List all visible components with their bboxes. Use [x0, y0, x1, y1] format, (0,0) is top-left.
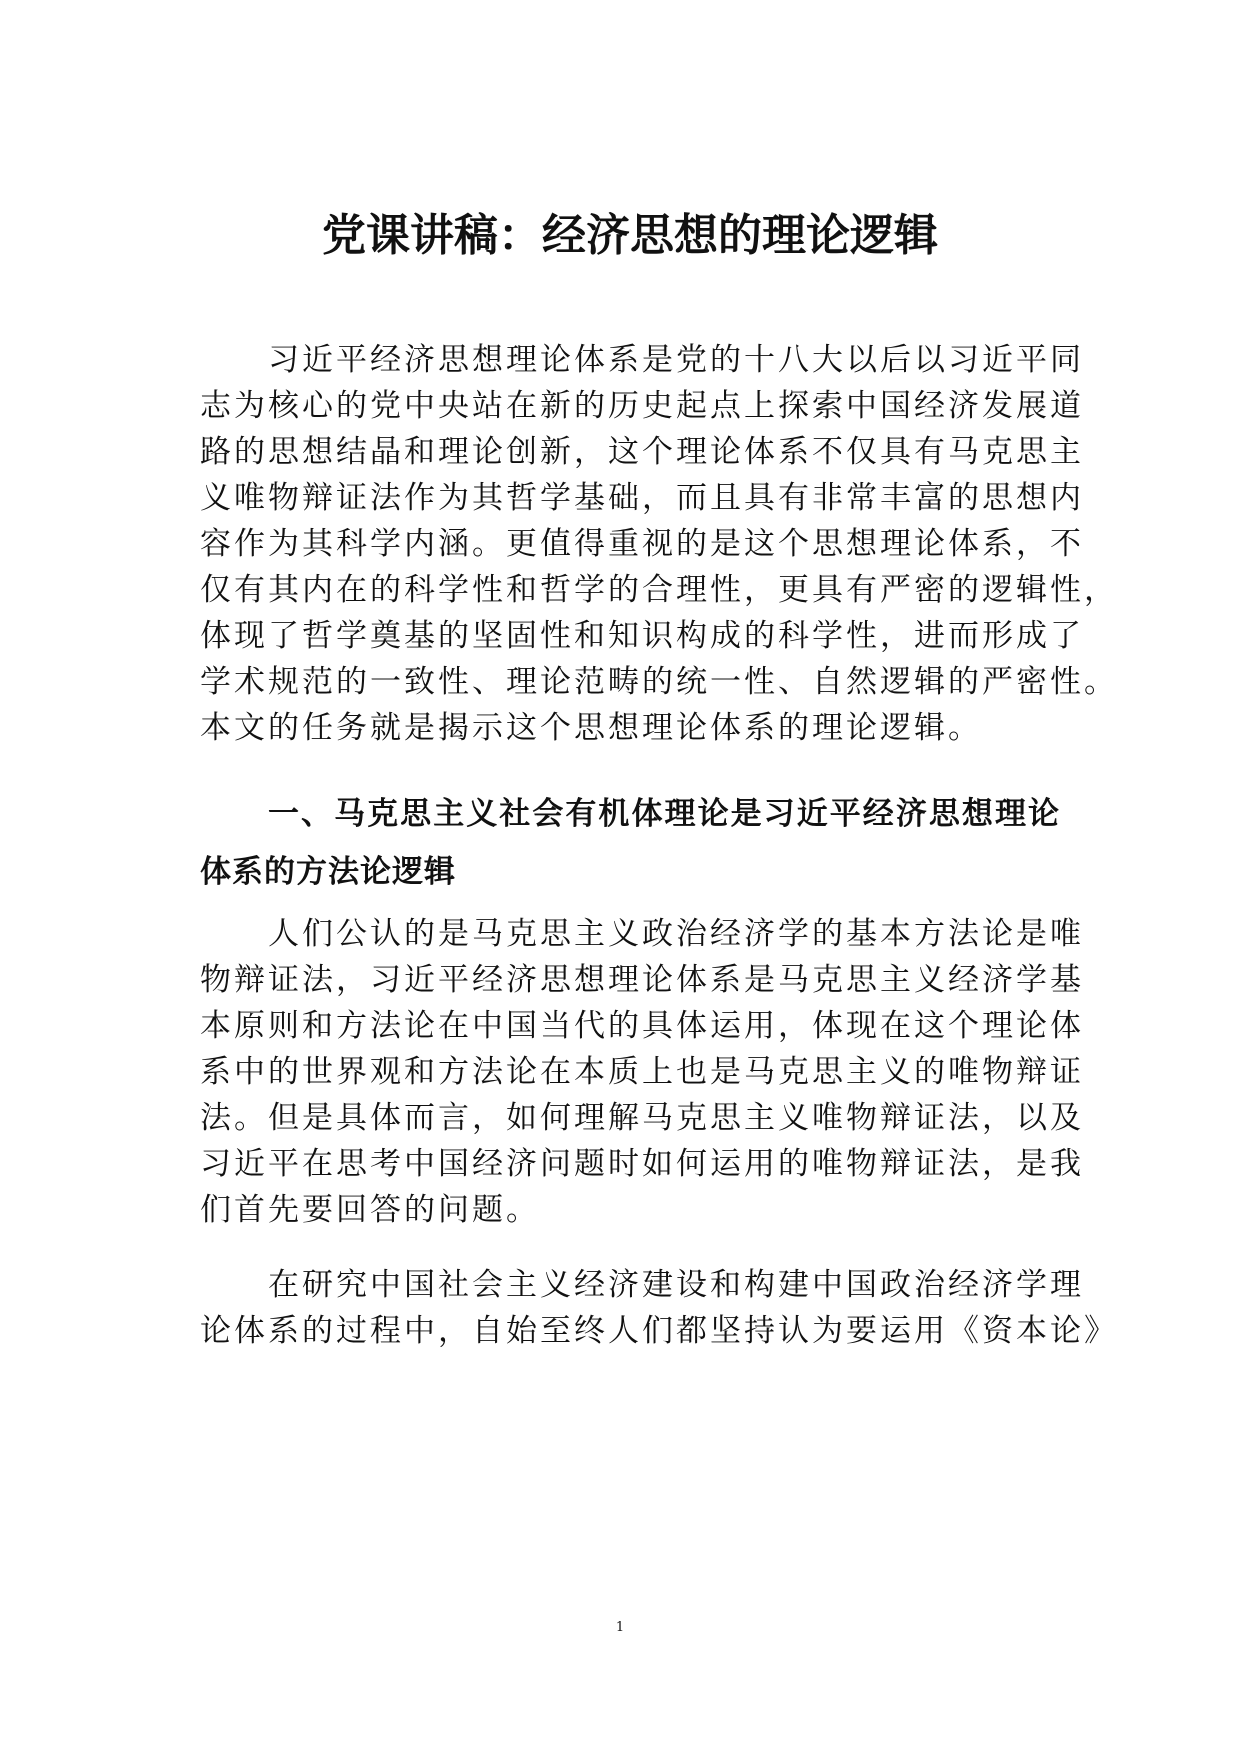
paragraph-line: 容作为其科学内涵。更值得重视的是这个思想理论体系，不 — [200, 526, 1084, 562]
paragraph-line: 志为核心的党中央站在新的历史起点上探索中国经济发展道 — [200, 388, 1084, 424]
paragraph-line: 路的思想结晶和理论创新，这个理论体系不仅具有马克思主 — [200, 434, 1084, 470]
paragraph-line: 义唯物辩证法作为其哲学基础，而且具有非常丰富的思想内 — [200, 480, 1084, 516]
paragraph-line: 论体系的过程中，自始至终人们都坚持认为要运用《资本论》 — [200, 1313, 1118, 1349]
paragraph-line: 习近平经济思想理论体系是党的十八大以后以习近平同 — [268, 342, 1084, 378]
heading-line: 体系的方法论逻辑 — [200, 854, 456, 890]
paragraph-line: 习近平在思考中国经济问题时如何运用的唯物辩证法，是我 — [200, 1146, 1084, 1182]
paragraph-line: 系中的世界观和方法论在本质上也是马克思主义的唯物辩证 — [200, 1054, 1084, 1090]
paragraph-line: 体现了哲学奠基的坚固性和知识构成的科学性，进而形成了 — [200, 618, 1084, 654]
section-heading-1 — [200, 785, 1060, 901]
paragraph-line: 物辩证法，习近平经济思想理论体系是马克思主义经济学基 — [200, 962, 1084, 998]
paragraph-line: 学术规范的一致性、理论范畴的统一性、自然逻辑的严密性。 — [200, 664, 1118, 700]
heading-line: 一、马克思主义社会有机体理论是习近平经济思想理论 — [268, 796, 1060, 832]
paragraph-research — [200, 1262, 1118, 1354]
page-number: 1 — [615, 1620, 625, 1635]
paragraph-line: 们首先要回答的问题。 — [200, 1192, 540, 1228]
document-title: 党课讲稿：经济思想的理论逻辑 — [322, 210, 938, 261]
paragraph-line: 本文的任务就是揭示这个思想理论体系的理论逻辑。 — [200, 710, 982, 746]
paragraph-line: 在研究中国社会主义经济建设和构建中国政治经济学理 — [268, 1267, 1084, 1303]
paragraph-methodology — [200, 911, 1084, 1233]
paragraph-intro — [200, 337, 1118, 751]
paragraph-line: 本原则和方法论在中国当代的具体运用，体现在这个理论体 — [200, 1008, 1084, 1044]
paragraph-line: 仅有其内在的科学性和哲学的合理性，更具有严密的逻辑性， — [200, 572, 1118, 608]
paragraph-line: 法。但是具体而言，如何理解马克思主义唯物辩证法，以及 — [200, 1100, 1084, 1136]
paragraph-line: 人们公认的是马克思主义政治经济学的基本方法论是唯 — [268, 916, 1084, 952]
